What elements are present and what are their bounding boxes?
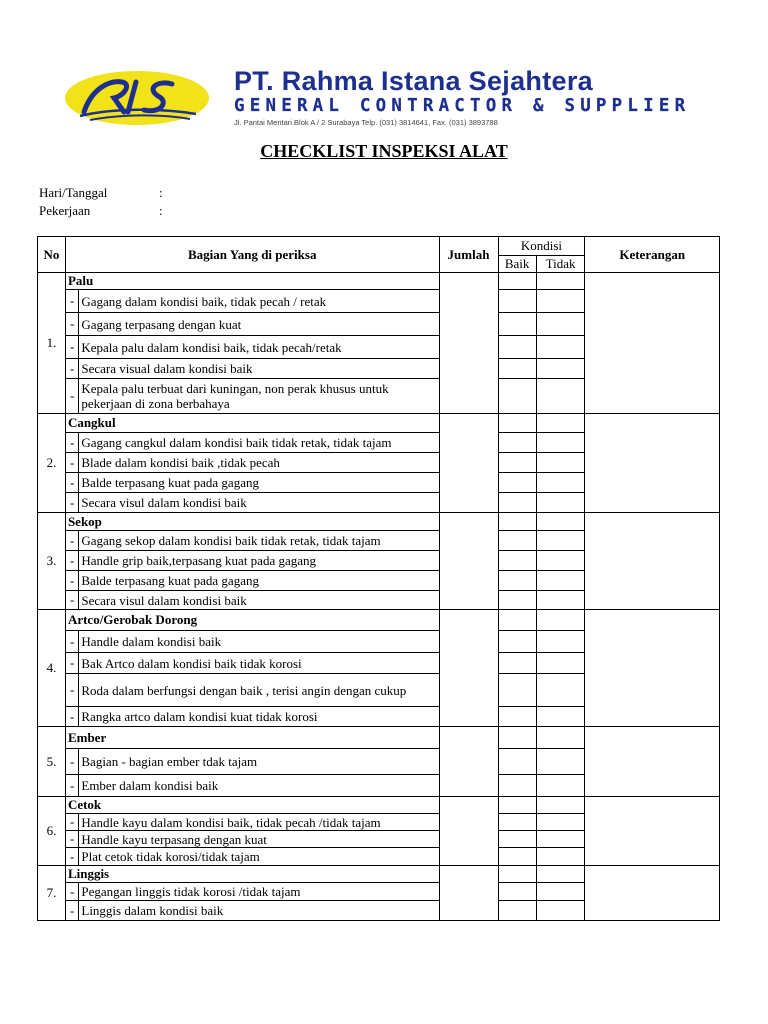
tidak-checkbox-cell[interactable] xyxy=(536,631,585,653)
jumlah-cell[interactable] xyxy=(439,414,498,513)
keterangan-cell[interactable] xyxy=(585,797,720,866)
baik-checkbox-cell[interactable] xyxy=(498,775,536,797)
info-pekerjaan xyxy=(39,203,163,219)
section-number: 7. xyxy=(38,866,66,921)
check-item-text: Roda dalam berfungsi dengan baik , terisi angin dengan cukup xyxy=(79,674,439,707)
bullet-dash: - xyxy=(65,551,78,571)
tidak-checkbox-cell[interactable] xyxy=(536,814,585,831)
baik-checkbox-cell[interactable] xyxy=(498,591,536,610)
info-colon: : xyxy=(159,203,163,218)
baik-checkbox-cell[interactable] xyxy=(498,901,536,921)
baik-checkbox-cell[interactable] xyxy=(498,707,536,727)
header-item: Bagian Yang di periksa xyxy=(65,237,439,273)
jumlah-cell[interactable] xyxy=(439,273,498,414)
section-title: Linggis xyxy=(65,866,439,883)
baik-checkbox-cell[interactable] xyxy=(498,473,536,493)
header-jumlah: Jumlah xyxy=(439,237,498,273)
bullet-dash: - xyxy=(65,591,78,610)
check-item-text: Secara visual dalam kondisi baik xyxy=(79,359,439,379)
tidak-checkbox-cell[interactable] xyxy=(536,653,585,674)
baik-checkbox-cell[interactable] xyxy=(498,493,536,513)
tidak-checkbox-cell[interactable] xyxy=(536,493,585,513)
tidak-checkbox-cell[interactable] xyxy=(536,531,585,551)
section-number: 5. xyxy=(38,727,66,797)
tidak-checkbox-cell[interactable] xyxy=(536,848,585,866)
info-label: Pekerjaan xyxy=(39,203,91,218)
check-item-text: Secara visul dalam kondisi baik xyxy=(79,591,439,610)
section-number: 4. xyxy=(38,610,66,727)
section-header-row xyxy=(38,797,720,814)
section-header-row xyxy=(38,513,720,531)
check-item-text: Secara visul dalam kondisi baik xyxy=(79,493,439,513)
baik-checkbox-cell[interactable] xyxy=(498,848,536,866)
check-item-text: Linggis dalam kondisi baik xyxy=(79,901,439,921)
section-number: 2. xyxy=(38,414,66,513)
baik-checkbox-cell[interactable] xyxy=(498,571,536,591)
checklist-body xyxy=(38,273,720,921)
bullet-dash: - xyxy=(65,359,78,379)
keterangan-cell[interactable] xyxy=(585,273,720,414)
bullet-dash: - xyxy=(65,571,78,591)
check-item-text: Handle kayu dalam kondisi baik, tidak pecah /tidak tajam xyxy=(79,814,439,831)
check-item-text: Kepala palu terbuat dari kuningan, non perak khusus untuk pekerjaan di zona berbahaya xyxy=(79,379,439,414)
tidak-checkbox-cell[interactable] xyxy=(536,379,585,414)
section-number: 3. xyxy=(38,513,66,610)
header-no: No xyxy=(38,237,66,273)
section-title: Ember xyxy=(65,727,439,749)
baik-cell-blank xyxy=(498,727,536,749)
tidak-cell-blank xyxy=(536,414,585,433)
tidak-checkbox-cell[interactable] xyxy=(536,290,585,313)
keterangan-cell[interactable] xyxy=(585,513,720,610)
baik-checkbox-cell[interactable] xyxy=(498,551,536,571)
header-tidak: Tidak xyxy=(536,256,585,273)
baik-checkbox-cell[interactable] xyxy=(498,814,536,831)
keterangan-cell[interactable] xyxy=(585,866,720,921)
bullet-dash: - xyxy=(65,313,78,336)
document-title-text: CHECKLIST INSPEKSI ALAT xyxy=(260,141,508,161)
check-item-text: Rangka artco dalam kondisi kuat tidak korosi xyxy=(79,707,439,727)
keterangan-cell[interactable] xyxy=(585,414,720,513)
header-baik: Baik xyxy=(498,256,536,273)
bullet-dash: - xyxy=(65,290,78,313)
jumlah-cell[interactable] xyxy=(439,513,498,610)
baik-checkbox-cell[interactable] xyxy=(498,631,536,653)
company-address: Jl. Pantai Mentari Blok A / 2 Surabaya Telp. (031) 3814641, Fax. (031) 3893788 xyxy=(234,118,498,127)
bullet-dash: - xyxy=(65,379,78,414)
letterhead xyxy=(62,66,691,132)
tidak-checkbox-cell[interactable] xyxy=(536,749,585,775)
check-item-text: Balde terpasang kuat pada gagang xyxy=(79,473,439,493)
company-block xyxy=(234,66,691,127)
baik-cell-blank xyxy=(498,866,536,883)
keterangan-cell[interactable] xyxy=(585,610,720,727)
tidak-cell-blank xyxy=(536,513,585,531)
check-item-text: Plat cetok tidak korosi/tidak tajam xyxy=(79,848,439,866)
baik-cell-blank xyxy=(498,610,536,631)
bullet-dash: - xyxy=(65,493,78,513)
bullet-dash: - xyxy=(65,433,78,453)
bullet-dash: - xyxy=(65,901,78,921)
check-item-text: Bak Artco dalam kondisi baik tidak korosi xyxy=(79,653,439,674)
baik-checkbox-cell[interactable] xyxy=(498,290,536,313)
check-item-text: Pegangan linggis tidak korosi /tidak tajam xyxy=(79,883,439,901)
bullet-dash: - xyxy=(65,531,78,551)
check-item-text: Gagang terpasang dengan kuat xyxy=(79,313,439,336)
baik-checkbox-cell[interactable] xyxy=(498,359,536,379)
tidak-checkbox-cell[interactable] xyxy=(536,571,585,591)
section-header-row xyxy=(38,273,720,290)
bullet-dash: - xyxy=(65,749,78,775)
tidak-checkbox-cell[interactable] xyxy=(536,674,585,707)
tidak-checkbox-cell[interactable] xyxy=(536,473,585,493)
tidak-cell-blank xyxy=(536,610,585,631)
check-item-text: Kepala palu dalam kondisi baik, tidak pecah/retak xyxy=(79,336,439,359)
bullet-dash: - xyxy=(65,707,78,727)
baik-checkbox-cell[interactable] xyxy=(498,749,536,775)
bullet-dash: - xyxy=(65,473,78,493)
tidak-checkbox-cell[interactable] xyxy=(536,883,585,901)
info-colon: : xyxy=(159,185,163,200)
bullet-dash: - xyxy=(65,831,78,848)
section-header-row xyxy=(38,727,720,749)
bullet-dash: - xyxy=(65,775,78,797)
check-item-text: Blade dalam kondisi baik ,tidak pecah xyxy=(79,453,439,473)
baik-checkbox-cell[interactable] xyxy=(498,653,536,674)
jumlah-cell[interactable] xyxy=(439,797,498,866)
company-tagline: GENERAL CONTRACTOR & SUPPLIER xyxy=(234,96,691,116)
check-item-text: Handle grip baik,terpasang kuat pada gagang xyxy=(79,551,439,571)
bullet-dash: - xyxy=(65,653,78,674)
section-header-row xyxy=(38,866,720,883)
baik-checkbox-cell[interactable] xyxy=(498,313,536,336)
section-title: Palu xyxy=(65,273,439,290)
jumlah-cell[interactable] xyxy=(439,866,498,921)
bullet-dash: - xyxy=(65,814,78,831)
check-item-text: Balde terpasang kuat pada gagang xyxy=(79,571,439,591)
check-item-text: Gagang cangkul dalam kondisi baik tidak retak, tidak tajam xyxy=(79,433,439,453)
tidak-cell-blank xyxy=(536,866,585,883)
check-item-text: Handle dalam kondisi baik xyxy=(79,631,439,653)
tidak-checkbox-cell[interactable] xyxy=(536,359,585,379)
bullet-dash: - xyxy=(65,883,78,901)
baik-checkbox-cell[interactable] xyxy=(498,883,536,901)
keterangan-cell[interactable] xyxy=(585,727,720,797)
section-title: Cetok xyxy=(65,797,439,814)
baik-checkbox-cell[interactable] xyxy=(498,531,536,551)
tidak-checkbox-cell[interactable] xyxy=(536,551,585,571)
tidak-cell-blank xyxy=(536,727,585,749)
section-title: Cangkul xyxy=(65,414,439,433)
baik-checkbox-cell[interactable] xyxy=(498,336,536,359)
info-hari-tanggal xyxy=(39,185,163,201)
check-item-text: Gagang sekop dalam kondisi baik tidak retak, tidak tajam xyxy=(79,531,439,551)
check-item-text: Ember dalam kondisi baik xyxy=(79,775,439,797)
tidak-cell-blank xyxy=(536,273,585,290)
company-name: PT. Rahma Istana Sejahtera xyxy=(234,66,593,96)
section-header-row xyxy=(38,610,720,631)
baik-checkbox-cell[interactable] xyxy=(498,433,536,453)
jumlah-cell[interactable] xyxy=(439,727,498,797)
header-kondisi: Kondisi xyxy=(498,237,585,256)
bullet-dash: - xyxy=(65,453,78,473)
baik-cell-blank xyxy=(498,513,536,531)
bullet-dash: - xyxy=(65,631,78,653)
checklist-table xyxy=(37,236,720,921)
tidak-checkbox-cell[interactable] xyxy=(536,433,585,453)
bullet-dash: - xyxy=(65,674,78,707)
baik-checkbox-cell[interactable] xyxy=(498,453,536,473)
baik-cell-blank xyxy=(498,414,536,433)
baik-cell-blank xyxy=(498,273,536,290)
section-number: 6. xyxy=(38,797,66,866)
section-header-row xyxy=(38,414,720,433)
tidak-checkbox-cell[interactable] xyxy=(536,901,585,921)
tidak-checkbox-cell[interactable] xyxy=(536,453,585,473)
baik-cell-blank xyxy=(498,797,536,814)
section-title: Artco/Gerobak Dorong xyxy=(65,610,439,631)
document-title xyxy=(0,141,768,162)
bullet-dash: - xyxy=(65,848,78,866)
header-keterangan: Keterangan xyxy=(585,237,720,273)
check-item-text: Handle kayu terpasang dengan kuat xyxy=(79,831,439,848)
check-item-text: Gagang dalam kondisi baik, tidak pecah / retak xyxy=(79,290,439,313)
bullet-dash: - xyxy=(65,336,78,359)
baik-checkbox-cell[interactable] xyxy=(498,831,536,848)
tidak-checkbox-cell[interactable] xyxy=(536,336,585,359)
tidak-checkbox-cell[interactable] xyxy=(536,775,585,797)
section-title: Sekop xyxy=(65,513,439,531)
check-item-text: Bagian - bagian ember tdak tajam xyxy=(79,749,439,775)
company-logo xyxy=(62,68,212,128)
tidak-checkbox-cell[interactable] xyxy=(536,831,585,848)
baik-checkbox-cell[interactable] xyxy=(498,379,536,414)
jumlah-cell[interactable] xyxy=(439,610,498,727)
tidak-checkbox-cell[interactable] xyxy=(536,313,585,336)
tidak-checkbox-cell[interactable] xyxy=(536,591,585,610)
baik-checkbox-cell[interactable] xyxy=(498,674,536,707)
info-label: Hari/Tanggal xyxy=(39,185,108,200)
tidak-checkbox-cell[interactable] xyxy=(536,707,585,727)
tidak-cell-blank xyxy=(536,797,585,814)
section-number: 1. xyxy=(38,273,66,414)
